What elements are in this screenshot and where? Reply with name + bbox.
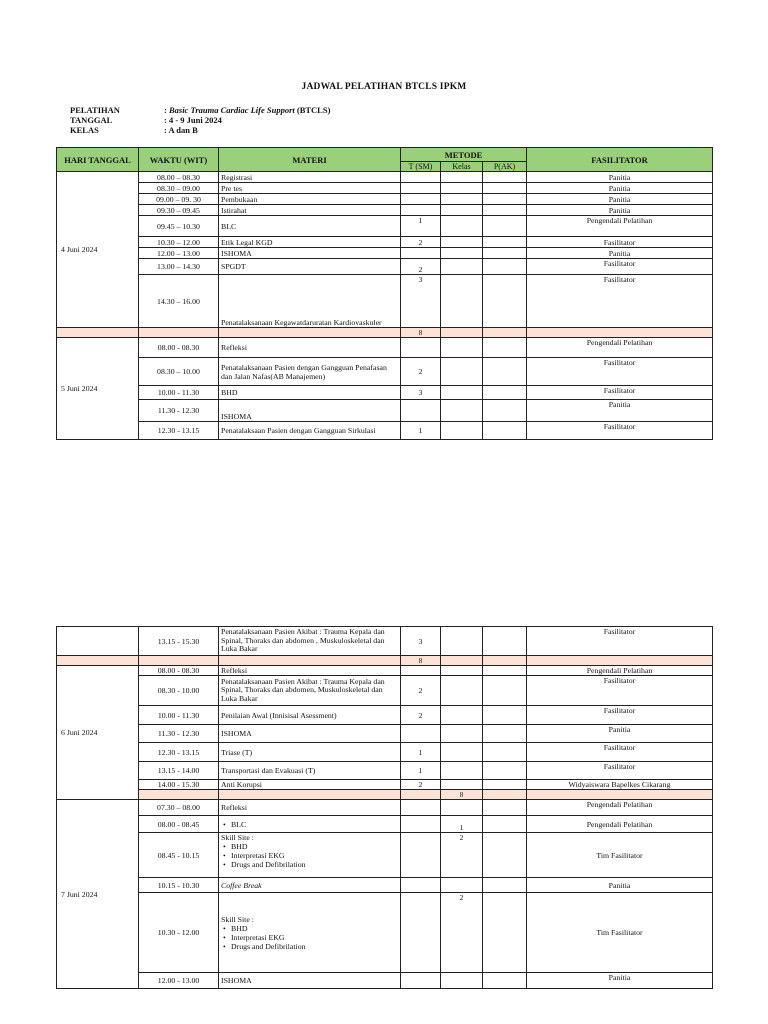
- table-row: [57, 275, 713, 328]
- fasilitator-cell: Tim Fasilitator: [527, 893, 713, 973]
- tanggal-value: : 4 - 9 Juni 2024: [164, 115, 222, 125]
- t-cell: 2: [401, 358, 441, 386]
- materi-cell: Penilaian Awal (Innisisal Asessment): [219, 706, 401, 725]
- waktu-cell: 10.30 – 12.00: [139, 237, 219, 248]
- waktu-cell: 08.00 - 08.30: [139, 666, 219, 676]
- list-item: • Drugs and Defibrilation: [231, 860, 398, 869]
- list-item: • Interpretasi EKG: [231, 933, 398, 942]
- waktu-cell: 10.00 - 11.30: [139, 706, 219, 725]
- pelatihan-label: PELATIHAN: [70, 105, 120, 115]
- separator-row: [57, 328, 713, 338]
- table-row: [57, 762, 713, 780]
- day-cell: 6 Juni 2024: [57, 666, 139, 800]
- waktu-cell: 12.30 - 13.15: [139, 743, 219, 762]
- schedule-table-2: [56, 626, 713, 989]
- t-cell: [401, 194, 441, 205]
- materi-cell: BLC: [219, 216, 401, 237]
- table-row: [57, 878, 713, 893]
- waktu-cell: 10.00 - 11.30: [139, 386, 219, 400]
- materi-cell: ISHOMA: [219, 725, 401, 743]
- waktu-cell: 12.00 – 13.00: [139, 248, 219, 259]
- fasilitator-cell: Pengendali Pelatihan: [527, 216, 713, 237]
- fasilitator-cell: Widyaiswara Bapelkes Cikarang: [527, 780, 713, 790]
- waktu-cell: 11.30 - 12.30: [139, 400, 219, 422]
- fasilitator-cell: Panitia: [527, 973, 713, 989]
- waktu-cell: 07.30 – 08.00: [139, 800, 219, 816]
- t-cell: [401, 666, 441, 676]
- t-cell: [401, 725, 441, 743]
- table-row: [57, 816, 713, 833]
- list-item: • BHD: [231, 924, 398, 933]
- fasilitator-cell: Panitia: [527, 878, 713, 893]
- table-row: [57, 973, 713, 989]
- t-cell: [401, 248, 441, 259]
- t-cell: 1: [401, 743, 441, 762]
- waktu-cell: 11.30 - 12.30: [139, 725, 219, 743]
- kelas-cell: 2: [441, 893, 483, 973]
- table-row: [57, 259, 713, 275]
- table-row: [57, 725, 713, 743]
- table-row: [57, 893, 713, 973]
- waktu-cell: 08.00 - 08.30: [139, 338, 219, 358]
- table-row: [57, 386, 713, 400]
- waktu-cell: 08.00 – 08.30: [139, 172, 219, 183]
- table-row: [57, 706, 713, 725]
- t-cell: 3: [401, 386, 441, 400]
- fasilitator-cell: Fasilitator: [527, 358, 713, 386]
- header-p: P(AK): [483, 162, 527, 172]
- fasilitator-cell: Panitia: [527, 172, 713, 183]
- header-hari: HARI TANGGAL: [57, 148, 139, 172]
- t-cell: [401, 183, 441, 194]
- fasilitator-cell: Panitia: [527, 183, 713, 194]
- header-t: T (SM): [401, 162, 441, 172]
- materi-cell: Penatalaksanaan Pasien Akibat : Trauma Kepala dan Spinal, Thoraks dan abdomen , Muskuloskeletal dan Luka Bakar: [219, 627, 401, 656]
- day-cell: 4 Juni 2024: [57, 172, 139, 328]
- materi-cell: Penatalaksanaan Pasien Akibat : Trauma Kepala dan Spinal, Thoraks dan abdomen, Muskuloskeletal dan Luka Bakar: [219, 676, 401, 706]
- fasilitator-cell: Pengendali Pelatihan: [527, 800, 713, 816]
- materi-cell: Penatalaksaan Pasien dengan Gangguan Sirkulasi: [219, 422, 401, 440]
- table-row: [57, 627, 713, 656]
- fasilitator-cell: Panitia: [527, 205, 713, 216]
- materi-cell: BHD: [219, 386, 401, 400]
- waktu-cell: 13.15 - 14.00: [139, 762, 219, 780]
- t-cell: 2: [401, 706, 441, 725]
- fasilitator-cell: Panitia: [527, 725, 713, 743]
- header-fasilitator: FASILITATOR: [527, 148, 713, 172]
- table-row: [57, 172, 713, 183]
- fasilitator-cell: Fasilitator: [527, 275, 713, 328]
- materi-cell: Pre tes: [219, 183, 401, 194]
- list-item: • Interpretasi EKG: [231, 851, 398, 860]
- table-row: [57, 194, 713, 205]
- materi-cell: [219, 816, 401, 833]
- materi-cell: Etik Legal KGD: [219, 237, 401, 248]
- pelatihan-italic: Basic Trauma Cardiac Life Support: [168, 105, 295, 115]
- materi-cell: Refleksi: [219, 800, 401, 816]
- materi-cell: Pembukaan: [219, 194, 401, 205]
- kelas-cell: [441, 800, 483, 816]
- materi-cell: Penatalaksanaan Kegawatdaruratan Kardiovaskuler: [219, 275, 401, 328]
- t-cell: 2: [401, 676, 441, 706]
- day-cell: 7 Juni 2024: [57, 800, 139, 989]
- table-row: [57, 183, 713, 194]
- tanggal-label: TANGGAL: [70, 115, 113, 125]
- waktu-cell: 09.45 – 10.30: [139, 216, 219, 237]
- document-title: JADWAL PELATIHAN BTCLS IPKM: [301, 82, 467, 92]
- waktu-cell: 10.30 - 12.00: [139, 893, 219, 973]
- header-kelas: Kelas: [441, 162, 483, 172]
- fasilitator-cell: Panitia: [527, 400, 713, 422]
- materi-cell: Transportasi dan Evakuasi (T): [219, 762, 401, 780]
- materi-cell: Refleksi: [219, 666, 401, 676]
- fasilitator-cell: Panitia: [527, 194, 713, 205]
- fasilitator-cell: Fasilitator: [527, 706, 713, 725]
- pelatihan-suffix: (BTCLS): [294, 105, 331, 115]
- pelatihan-prefix: :: [164, 105, 169, 115]
- t-cell: 1: [401, 422, 441, 440]
- list-item: • BLC: [231, 820, 398, 829]
- table-row: [57, 833, 713, 878]
- materi-cell: Triase (T): [219, 743, 401, 762]
- skill-site-heading: Skill Site :: [221, 914, 254, 924]
- table-row: [57, 205, 713, 216]
- waktu-cell: 14.30 – 16.00: [139, 275, 219, 328]
- separator-row: [57, 656, 713, 666]
- header-metode: METODE: [401, 148, 527, 162]
- materi-cell: Anti Korupsi: [219, 780, 401, 790]
- table-row: [57, 743, 713, 762]
- fasilitator-cell: Fasilitator: [527, 237, 713, 248]
- table-row: [57, 676, 713, 706]
- table-row: [57, 248, 713, 259]
- materi-cell: [219, 893, 401, 973]
- fasilitator-cell: Fasilitator: [527, 422, 713, 440]
- table-row: [57, 666, 713, 676]
- fasilitator-cell: Pengendali Pelatihan: [527, 816, 713, 833]
- fasilitator-cell: Fasilitator: [527, 386, 713, 400]
- kelas-cell: 2: [441, 833, 483, 878]
- materi-cell: Coffee Break: [219, 878, 401, 893]
- waktu-cell: 09.30 – 09.45: [139, 205, 219, 216]
- fasilitator-cell: Fasilitator: [527, 762, 713, 780]
- materi-cell: ISHOMA: [219, 248, 401, 259]
- materi-cell: Refleksi: [219, 338, 401, 358]
- materi-cell: SPGDT: [219, 259, 401, 275]
- t-cell: [401, 338, 441, 358]
- materi-cell: [219, 833, 401, 878]
- waktu-cell: 08.30 – 10.00: [139, 358, 219, 386]
- materi-cell: Registrasi: [219, 172, 401, 183]
- table-row: [57, 216, 713, 237]
- header-materi: MATERI: [219, 148, 401, 172]
- total-cell: 8: [401, 656, 441, 666]
- list-item: • Drugs and Defibrilation: [231, 942, 398, 951]
- t-cell: 2: [401, 780, 441, 790]
- total-cell: 8: [441, 790, 483, 800]
- schedule-table-1: [56, 147, 713, 440]
- day-cell: 5 Juni 2024: [57, 338, 139, 440]
- fasilitator-cell: Tim Fasilitator: [527, 833, 713, 878]
- fasilitator-cell: Panitia: [527, 248, 713, 259]
- waktu-cell: 13.15 - 15.30: [139, 627, 219, 656]
- total-cell: 8: [401, 328, 441, 338]
- waktu-cell: 08.45 - 10.15: [139, 833, 219, 878]
- waktu-cell: 12.00 - 13.00: [139, 973, 219, 989]
- table-row: [57, 800, 713, 816]
- fasilitator-cell: Fasilitator: [527, 627, 713, 656]
- waktu-cell: 08.00 - 08.45: [139, 816, 219, 833]
- t-cell: [401, 205, 441, 216]
- kelas-cell: [441, 878, 483, 893]
- table-row: [57, 780, 713, 790]
- t-cell: 3: [401, 627, 441, 656]
- info-tanggal: [70, 115, 222, 126]
- waktu-cell: 09.00 – 09. 30: [139, 194, 219, 205]
- materi-cell: ISHOMA: [219, 400, 401, 422]
- table-row: [57, 358, 713, 386]
- table-row: [57, 338, 713, 358]
- info-pelatihan: [70, 105, 330, 116]
- fasilitator-cell: Fasilitator: [527, 259, 713, 275]
- info-kelas: [70, 125, 198, 136]
- t-cell: [401, 400, 441, 422]
- t-cell: 3: [401, 275, 441, 328]
- fasilitator-cell: Pengendali Pelatihan: [527, 666, 713, 676]
- t-cell: 1: [401, 762, 441, 780]
- waktu-cell: 12.30 - 13.15: [139, 422, 219, 440]
- waktu-cell: 10.15 - 10.30: [139, 878, 219, 893]
- skill-site-heading: Skill Site :: [221, 833, 254, 842]
- table-row: [57, 400, 713, 422]
- t-cell: 2: [401, 259, 441, 275]
- kelas-cell: [441, 973, 483, 989]
- materi-cell: ISHOMA: [219, 973, 401, 989]
- waktu-cell: 08.30 – 09.00: [139, 183, 219, 194]
- t-cell: 2: [401, 237, 441, 248]
- materi-cell: Penatalaksanaan Pasien dengan Gangguan Penafasan dan Jalan Nafas(AB Manajemen): [219, 358, 401, 386]
- waktu-cell: 14.00 - 15.30: [139, 780, 219, 790]
- kelas-label: KELAS: [70, 125, 99, 135]
- kelas-value: : A dan B: [164, 125, 198, 135]
- header-waktu: WAKTU (WIT): [139, 148, 219, 172]
- fasilitator-cell: Pengendali Pelatihan: [527, 338, 713, 358]
- t-cell: 1: [401, 216, 441, 237]
- fasilitator-cell: Fasilitator: [527, 676, 713, 706]
- fasilitator-cell: Fasilitator: [527, 743, 713, 762]
- waktu-cell: 08.30 - 10.00: [139, 676, 219, 706]
- table-row: [57, 237, 713, 248]
- table-row: [57, 422, 713, 440]
- list-item: • BHD: [231, 842, 398, 851]
- t-cell: [401, 172, 441, 183]
- separator-row: [57, 790, 713, 800]
- kelas-cell: 1: [441, 816, 483, 833]
- materi-cell: Istirahat: [219, 205, 401, 216]
- waktu-cell: 13.00 – 14.30: [139, 259, 219, 275]
